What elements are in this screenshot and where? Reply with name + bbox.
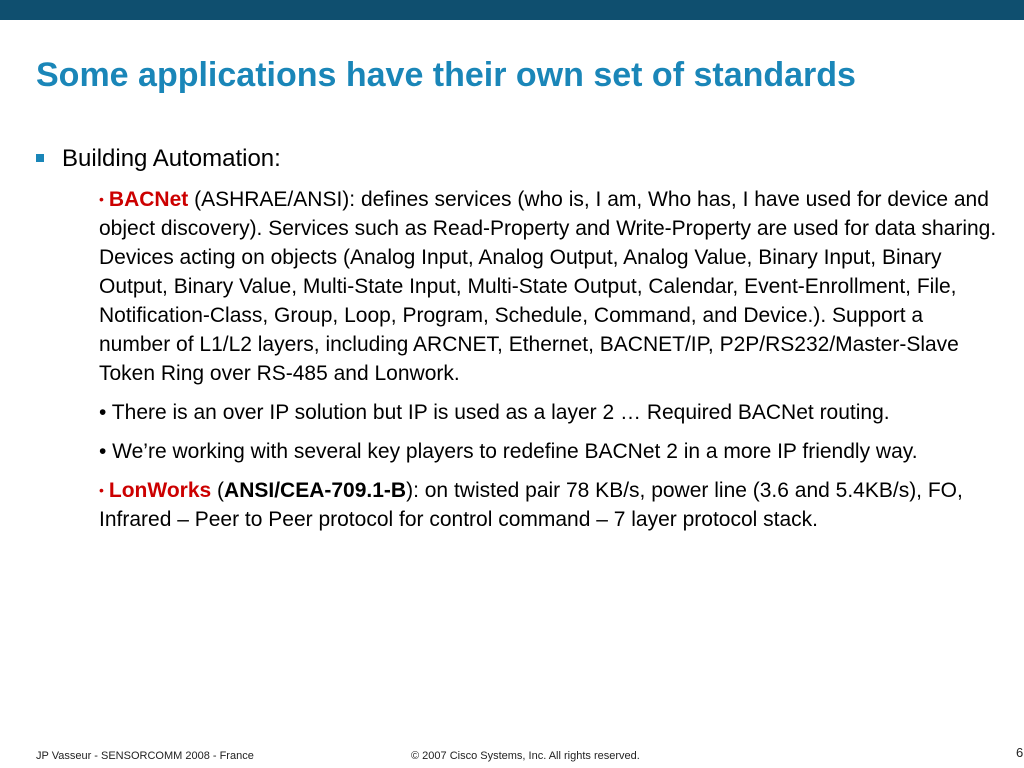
lonworks-text: ): on twisted pair 78 KB/s, power line (3.6 and 5.4KB/s), FO, Infrared – Peer to Peer protocol for control command – 7 layer protocol stack. bbox=[99, 479, 963, 531]
footer-copyright: © 2007 Cisco Systems, Inc. All rights reserved. bbox=[411, 750, 640, 762]
bacnet-item bbox=[99, 185, 999, 388]
lonworks-standard: ANSI/CEA-709.1-B bbox=[224, 479, 407, 502]
top-bar bbox=[0, 0, 1024, 20]
bullet-label: Building Automation: bbox=[62, 145, 281, 172]
bacnet-text: (ASHRAE/ANSI): defines services (who is, I am, Who has, I have used for device and object discovery). Services such as Read-Property and Write-Property are used for data sharing. Devices acting on objects (Analog Input, Analog Output, Analog Value, Binary Input, Binary Output, Binary Value, Multi-State Input, Multi-State Output, Calendar, Event-Enrollment, File, Notification-Class, Group, Loop, Program, Schedule, Command, and Device.). Support a number of L1/L2 layers, including ARCNET, Ethernet, BACNET/IP, P2P/RS232/Master-Slave Token Ring over RS-485 and Lonwork. bbox=[99, 188, 997, 385]
slide-title: Some applications have their own set of standards bbox=[36, 56, 856, 94]
sub-bullets bbox=[99, 185, 999, 544]
bullet-building-automation bbox=[36, 143, 994, 175]
page-number: 6 bbox=[1016, 745, 1024, 760]
lonworks-item bbox=[99, 476, 999, 534]
bullet-dot-icon: • bbox=[99, 482, 104, 498]
bullet-dot-icon: • bbox=[99, 191, 104, 207]
redefine-note: • We’re working with several key players to redefine BACNet 2 in a more IP friendly way. bbox=[99, 440, 918, 463]
ip-solution-note: • There is an over IP solution but IP is used as a layer 2 … Required BACNet routing. bbox=[99, 401, 890, 424]
bacnet-term: BACNet bbox=[108, 188, 189, 211]
lonworks-term: LonWorks bbox=[108, 479, 212, 502]
lonworks-open-paren: ( bbox=[211, 479, 225, 502]
footer-author: JP Vasseur - SENSORCOMM 2008 - France bbox=[36, 750, 254, 762]
square-bullet-icon bbox=[36, 154, 44, 162]
